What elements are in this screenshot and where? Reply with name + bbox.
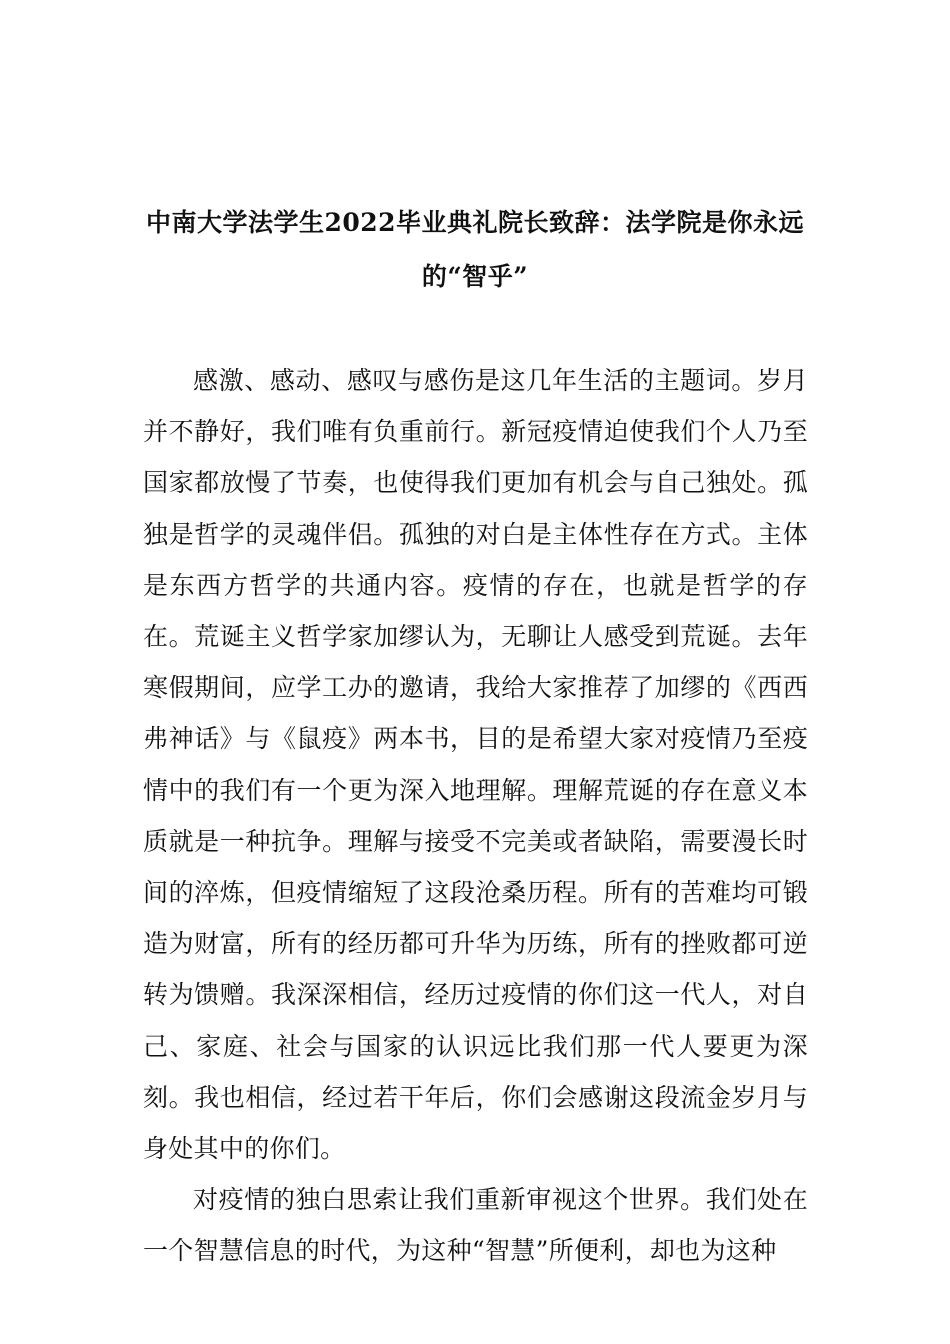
document-title: 中南大学法学生2022毕业典礼院长致辞：法学院是你永远的“智乎”: [145, 208, 805, 291]
paragraph-2: 对疫情的独白思索让我们重新审视这个世界。我们处在一个智慧信息的时代，为这种“智慧”所便利，却也为这种: [143, 1185, 808, 1266]
document-body: [143, 355, 808, 1277]
paragraph-1: 感激、感动、感叹与感伤是这几年生活的主题词。岁月并不静好，我们唯有负重前行。新冠疫情迫使我们个人乃至国家都放慢了节奏，也使得我们更加有机会与自己独处。孤独是哲学的灵魂伴侣。孤独的对白是主体性存在方式。主体是东西方哲学的共通内容。疫情的存在，也就是哲学的存在。荒诞主义哲学家加缪认为，无聊让人感受到荒诞。去年寒假期间，应学工办的邀请，我给大家推荐了加缪的《西西弗神话》与《鼠疫》两本书，目的是希望大家对疫情乃至疫情中的我们有一个更为深入地理解。理解荒诞的存在意义本质就是一种抗争。理解与接受不完美或者缺陷，需要漫长时间的淬炼，但疫情缩短了这段沧桑历程。所有的苦难均可锻造为财富，所有的经历都可升华为历练，所有的挫败都可逆转为馈赠。我深深相信，经历过疫情的你们这一代人，对自己、家庭、社会与国家的认识远比我们那一代人要更为深刻。我也相信，经过若干年后，你们会感谢这段流金岁月与身处其中的你们。: [143, 366, 808, 1164]
